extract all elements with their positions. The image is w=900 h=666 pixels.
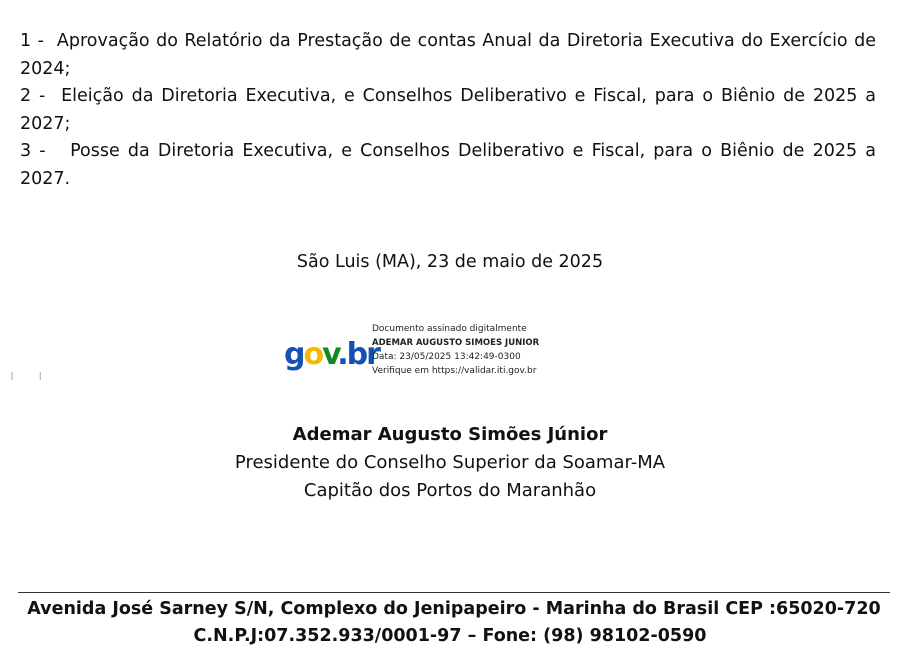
govbr-logo: gov.br <box>284 337 379 372</box>
agenda-item-text: Posse da Diretoria Executiva, e Conselhos Deliberativo e Fiscal, para o Biênio de 2025 a 2027. <box>20 141 876 189</box>
stamp-date: Data: 23/05/2025 13:42:49-0300 <box>372 352 521 362</box>
agenda-item-number: 2 - <box>20 86 54 106</box>
agenda-item-number: 3 - <box>20 141 62 161</box>
digital-signature-stamp <box>284 322 584 386</box>
stamp-text <box>372 322 539 378</box>
agenda-item-text: Aprovação do Relatório da Prestação de contas Anual da Diretoria Executiva do Exercício de 2024; <box>20 31 876 79</box>
signature-block <box>0 421 900 505</box>
stamp-header: Documento assinado digitalmente <box>372 324 527 334</box>
agenda-item-1 <box>20 28 876 83</box>
agenda-list <box>20 28 876 193</box>
footer-divider <box>18 592 890 593</box>
signer-name: Ademar Augusto Simões Júnior <box>292 424 608 445</box>
signer-role-secondary: Capitão dos Portos do Maranhão <box>303 480 597 501</box>
place-date: São Luis (MA), 23 de maio de 2025 <box>296 252 604 272</box>
footer <box>0 596 900 650</box>
agenda-item-text: Eleição da Diretoria Executiva, e Conselhos Deliberativo e Fiscal, para o Biênio de 2025 a 2027; <box>20 86 877 134</box>
agenda-item-2 <box>20 83 876 138</box>
stamp-signer: ADEMAR AUGUSTO SIMOES JUNIOR <box>372 338 540 348</box>
stamp-verify-link[interactable]: Verifique em https://validar.iti.gov.br <box>372 366 537 376</box>
footer-contact: C.N.P.J:07.352.933/0001-97 – Fone: (98) 98102-0590 <box>193 626 707 646</box>
agenda-item-3 <box>20 138 876 193</box>
signer-role: Presidente do Conselho Superior da Soamar-MA <box>234 452 666 473</box>
footer-address: Avenida José Sarney S/N, Complexo do Jenipapeiro - Marinha do Brasil CEP :65020-720 <box>27 599 881 619</box>
agenda-item-number: 1 - <box>20 31 51 51</box>
scan-marks: ı ı <box>10 368 53 384</box>
